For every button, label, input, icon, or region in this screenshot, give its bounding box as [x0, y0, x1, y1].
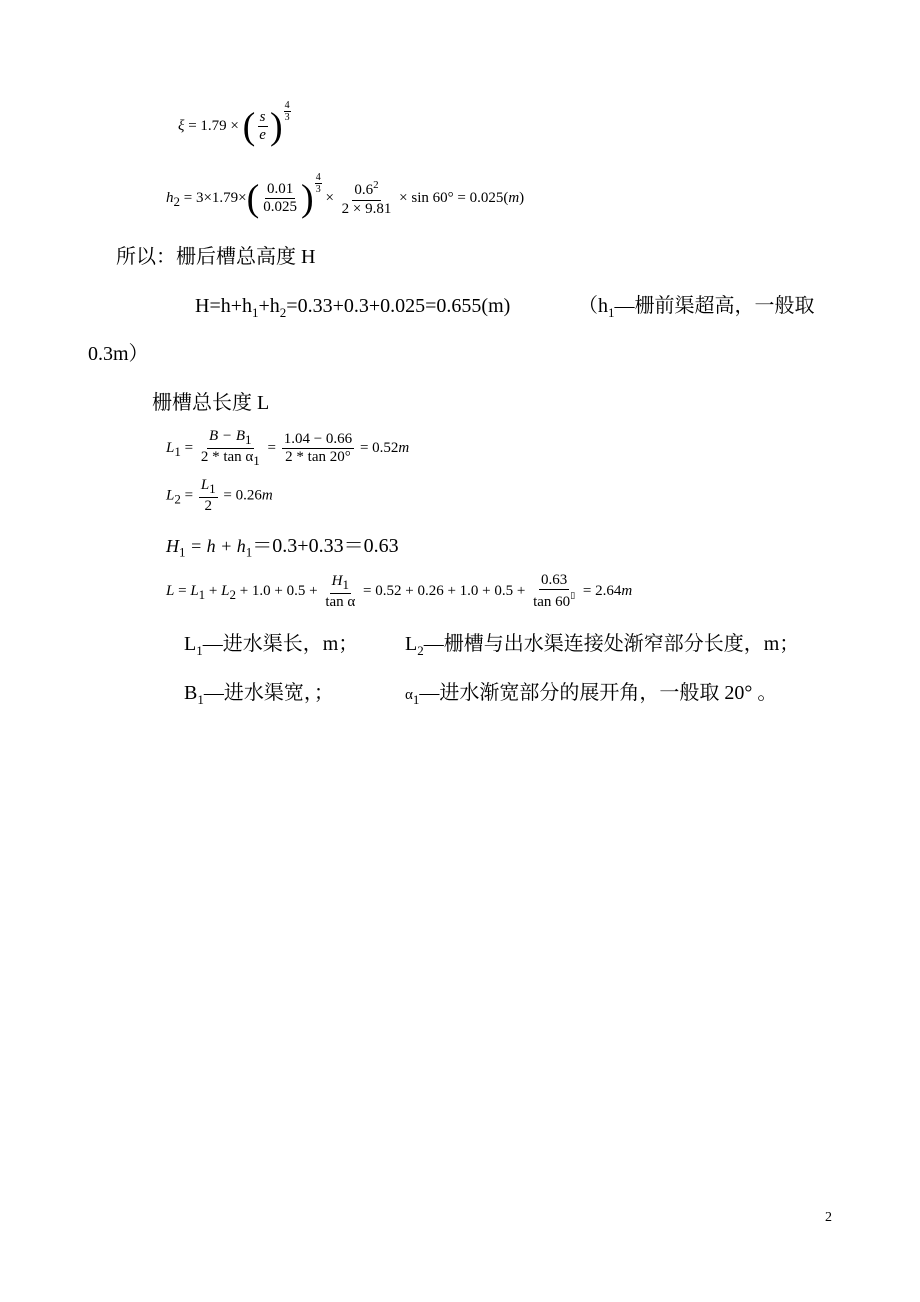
h2-mid1: = 3×1.79× [180, 190, 247, 206]
L-f2-den-sup: ▯ [570, 590, 576, 601]
def-a1-sym: α [405, 687, 413, 703]
L2-symbol: L [166, 487, 175, 504]
L-f1-num-base: H [331, 572, 343, 589]
L2-fraction [199, 477, 218, 515]
L1-f2-num: 1.04 − 0.66 [282, 431, 354, 449]
total-height-equation [195, 296, 510, 319]
L-f2-num: 0.63 [539, 572, 569, 590]
L-t2-sub: 2 [229, 587, 236, 603]
page-number: 2 [825, 1210, 832, 1225]
xi-numerator: s [258, 109, 268, 127]
H-part-a: H=h+h [195, 295, 253, 317]
h2-subscript: 2 [173, 194, 180, 209]
formula-L1 [166, 428, 409, 469]
L1-unit: m [398, 439, 410, 456]
def-L1-sub: 1 [196, 643, 203, 658]
L2-eq: = [180, 487, 197, 504]
h2-exp-num: 4 [315, 172, 321, 183]
therefore-line: 所以：栅后槽总高度 H [116, 246, 316, 268]
H1-tail: ＝0.3+0.33＝0.63 [252, 535, 399, 557]
formula-H1 [166, 536, 399, 559]
def-L1-sym: L [184, 633, 197, 655]
L-f2-den-base: tan 60 [533, 594, 571, 611]
L1-f1-num-base: B − B [209, 428, 245, 444]
formula-L [166, 572, 632, 612]
H1-symbol: H [166, 536, 179, 556]
L-f1-num [330, 573, 351, 594]
h2-f1-den: 0.025 [263, 199, 298, 216]
L2-den: 2 [204, 497, 212, 514]
H1-mid: = h + h [185, 536, 246, 556]
definition-alpha1 [405, 683, 777, 706]
L-f1-num-sub: 1 [342, 576, 349, 592]
H1-sub: 1 [179, 544, 186, 560]
h2-symbol: h [166, 190, 174, 206]
L-unit: m [621, 583, 633, 600]
L-t1: L [190, 583, 199, 600]
def-L1-text: —进水渠长，m； [202, 633, 359, 655]
h2-fraction-1 [261, 181, 299, 217]
xi-mid: = 1.79 × [184, 118, 243, 134]
L-t1-sub: 1 [198, 587, 206, 603]
L2-result: = 0.26 [219, 487, 262, 504]
L1-eq: = [180, 439, 197, 456]
L2-sub: 2 [174, 491, 181, 507]
h2-f2-num [352, 179, 380, 200]
L1-f1-den-base: 2 * tan α [200, 448, 254, 465]
h2-unit: m [508, 190, 520, 206]
L1-symbol: L [166, 439, 175, 456]
L-symbol: L [166, 583, 175, 600]
def-B1-sub: 1 [197, 692, 204, 707]
note-a: （h [578, 295, 608, 317]
h1-note [578, 296, 815, 319]
h2-f2-num-sup: 2 [373, 179, 379, 192]
right-paren: ) [269, 105, 283, 148]
h2-f1-num: 0.01 [265, 181, 295, 199]
def-B1-sym: B [184, 682, 198, 704]
L1-eq2: = [263, 439, 280, 456]
L1-f1-num-sub: 1 [245, 432, 252, 447]
xi-fraction [257, 109, 268, 145]
H-sub-2: 2 [279, 305, 287, 320]
xi-exp-num: 4 [284, 100, 290, 111]
L1-f1-num [207, 428, 253, 449]
h2-f2-den: 2 × 9.81 [341, 200, 392, 217]
length-heading: 栅槽总长度 L [152, 392, 270, 414]
H-sub-1: 1 [252, 305, 259, 320]
left-paren: ( [246, 177, 260, 220]
H1-mid-sub: 1 [245, 544, 253, 560]
note-b: —栅前渠超高，一般取 [614, 295, 815, 317]
L1-f1-den [199, 449, 262, 469]
xi-symbol: ξ [178, 118, 185, 134]
L-mid: = 0.52 + 0.26 + 1.0 + 0.5 + [359, 583, 530, 600]
L1-f1-den-sub: 1 [253, 452, 260, 468]
xi-denominator: e [259, 127, 266, 144]
xi-exp-den: 3 [284, 112, 290, 123]
L-fraction-2 [531, 572, 577, 612]
L-eq: = [174, 583, 191, 600]
h2-tail: × sin 60° = 0.025( [395, 190, 509, 206]
h2-exp-den: 3 [315, 184, 321, 195]
def-a1-text: —进水渐宽部分的展开角，一般取 20° 。 [419, 682, 778, 704]
note-sub: 1 [608, 305, 615, 320]
h2-mid2: × [321, 190, 338, 206]
h2-exponent [315, 172, 322, 195]
L1-f2-den: 2 * tan 20° [285, 448, 351, 465]
formula-xi [178, 100, 291, 146]
definition-B1 [184, 683, 334, 706]
formula-L2 [166, 477, 273, 515]
h1-note-continued: 0.3m） [88, 343, 149, 365]
L2-num [199, 477, 218, 498]
L-f2-den [531, 590, 577, 611]
right-paren: ) [301, 177, 314, 220]
H-part-c: =0.33+0.3+0.025=0.655(m) [286, 295, 511, 317]
H-part-b: +h [258, 295, 280, 317]
def-L2-sym: L [405, 633, 418, 655]
xi-exponent [284, 100, 291, 123]
L1-fraction-1 [199, 428, 262, 469]
L1-sub: 1 [174, 443, 181, 459]
definition-L2 [405, 634, 799, 657]
def-a1-sub: 1 [412, 692, 420, 707]
L2-num-base: L [200, 477, 210, 493]
L-plus1: + [205, 583, 222, 600]
L-t2: L [221, 583, 230, 600]
L1-fraction-2 [282, 431, 354, 467]
L-plus2: + 1.0 + 0.5 + [235, 583, 322, 600]
L1-result: = 0.52 [356, 439, 399, 456]
def-B1-text: —进水渠宽，； [203, 682, 334, 704]
h2-fraction-2 [340, 179, 394, 218]
h2-close: ) [519, 190, 525, 206]
def-L2-text: —栅槽与出水渠连接处渐窄部分长度，m； [423, 633, 800, 655]
L-result: = 2.64 [579, 583, 622, 600]
formula-h2 [166, 172, 524, 218]
definition-L1 [184, 634, 358, 657]
left-paren: ( [242, 105, 256, 148]
L-f1-den: tan α [325, 593, 356, 610]
L2-num-sub: 1 [209, 481, 216, 496]
def-L2-sub: 2 [417, 643, 424, 658]
L-fraction-1 [323, 573, 357, 611]
L2-unit: m [261, 487, 273, 504]
h2-f2-num-base: 0.6 [354, 182, 374, 199]
